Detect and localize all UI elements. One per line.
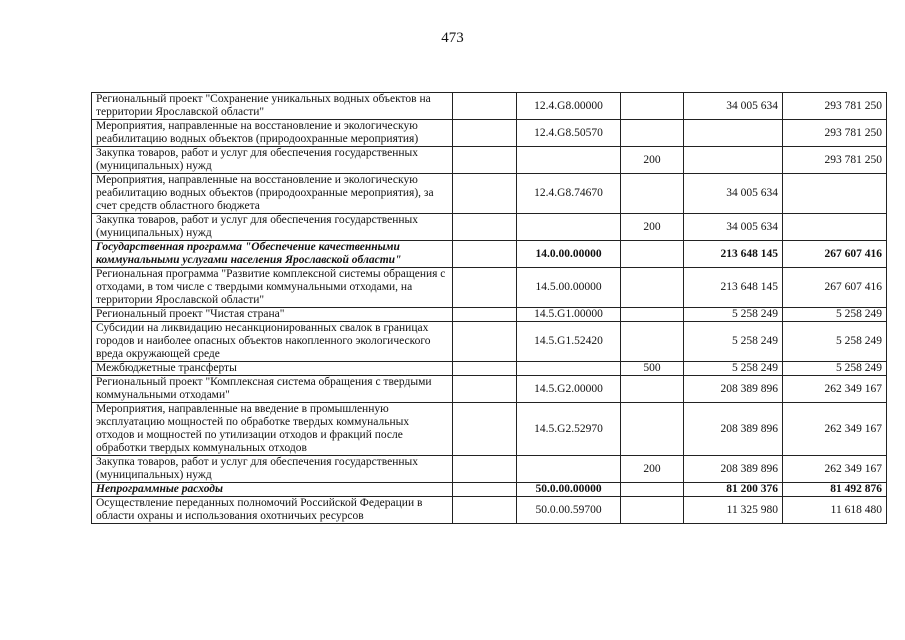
row-code-cell: 14.5.00.00000 (517, 268, 621, 308)
row-code-cell: 12.4.G8.50570 (517, 120, 621, 147)
page-number: 473 (441, 30, 464, 46)
row-expense-type-cell (621, 322, 684, 362)
row-expense-type-cell (621, 403, 684, 456)
row-code-cell: 14.5.G2.00000 (517, 376, 621, 403)
row-code-cell (517, 147, 621, 174)
table-row (92, 322, 887, 362)
row-amount-1-cell: 5 258 249 (684, 322, 783, 362)
row-name-cell: Непрограммные расходы (92, 483, 453, 497)
row-expense-type-cell (621, 268, 684, 308)
row-empty-cell (453, 241, 517, 268)
row-amount-2-cell: 293 781 250 (783, 93, 887, 120)
budget-table (91, 92, 887, 524)
row-amount-2-cell: 267 607 416 (783, 268, 887, 308)
row-code-cell: 12.4.G8.74670 (517, 174, 621, 214)
row-expense-type-cell (621, 174, 684, 214)
row-empty-cell (453, 403, 517, 456)
row-empty-cell (453, 483, 517, 497)
row-amount-2-cell: 267 607 416 (783, 241, 887, 268)
row-code-cell: 14.5.G1.00000 (517, 308, 621, 322)
row-amount-2-cell: 262 349 167 (783, 376, 887, 403)
row-amount-2-cell (783, 174, 887, 214)
row-code-cell: 50.0.00.00000 (517, 483, 621, 497)
row-amount-2-cell: 262 349 167 (783, 456, 887, 483)
row-name-cell: Мероприятия, направленные на восстановление и экологическую реабилитацию водных объектов (природоохранные мероприятия), за счет средств областного бюджета (92, 174, 453, 214)
row-empty-cell (453, 362, 517, 376)
row-amount-2-cell: 81 492 876 (783, 483, 887, 497)
table-row (92, 93, 887, 120)
row-amount-1-cell: 208 389 896 (684, 456, 783, 483)
row-name-cell: Субсидии на ликвидацию несанкционированных свалок в границах городов и наиболее опасных объектов накопленного экологического вреда окружающей среде (92, 322, 453, 362)
row-code-cell: 14.5.G2.52970 (517, 403, 621, 456)
row-empty-cell (453, 174, 517, 214)
row-amount-1-cell: 5 258 249 (684, 362, 783, 376)
row-empty-cell (453, 308, 517, 322)
row-amount-2-cell: 293 781 250 (783, 120, 887, 147)
row-empty-cell (453, 214, 517, 241)
row-amount-1-cell: 34 005 634 (684, 93, 783, 120)
row-amount-1-cell: 208 389 896 (684, 403, 783, 456)
row-empty-cell (453, 120, 517, 147)
row-name-cell: Межбюджетные трансферты (92, 362, 453, 376)
row-amount-1-cell (684, 147, 783, 174)
row-amount-1-cell: 81 200 376 (684, 483, 783, 497)
row-code-cell: 14.5.G1.52420 (517, 322, 621, 362)
row-name-cell: Государственная программа "Обеспечение качественными коммунальными услугами населения Ярославской области" (92, 241, 453, 268)
row-expense-type-cell (621, 93, 684, 120)
row-expense-type-cell (621, 483, 684, 497)
table-row (92, 403, 887, 456)
row-name-cell: Региональный проект "Сохранение уникальных водных объектов на территории Ярославской области" (92, 93, 453, 120)
row-expense-type-cell: 200 (621, 147, 684, 174)
row-amount-2-cell (783, 214, 887, 241)
row-code-cell (517, 456, 621, 483)
row-empty-cell (453, 497, 517, 524)
row-amount-1-cell (684, 120, 783, 147)
row-name-cell: Региональный проект "Комплексная система обращения с твердыми коммунальными отходами" (92, 376, 453, 403)
table-row (92, 376, 887, 403)
table-row (92, 497, 887, 524)
row-expense-type-cell: 200 (621, 214, 684, 241)
row-code-cell: 50.0.00.59700 (517, 497, 621, 524)
row-empty-cell (453, 93, 517, 120)
row-amount-2-cell: 5 258 249 (783, 308, 887, 322)
row-empty-cell (453, 147, 517, 174)
row-amount-2-cell: 5 258 249 (783, 362, 887, 376)
table-row (92, 308, 887, 322)
table-row (92, 241, 887, 268)
table-row (92, 362, 887, 376)
row-expense-type-cell (621, 241, 684, 268)
row-expense-type-cell (621, 376, 684, 403)
row-empty-cell (453, 456, 517, 483)
table-row (92, 120, 887, 147)
row-amount-2-cell: 5 258 249 (783, 322, 887, 362)
row-amount-1-cell: 213 648 145 (684, 241, 783, 268)
table-row (92, 214, 887, 241)
table-row (92, 174, 887, 214)
row-code-cell (517, 362, 621, 376)
row-name-cell: Мероприятия, направленные на восстановление и экологическую реабилитацию водных объектов (природоохранные мероприятия) (92, 120, 453, 147)
row-amount-1-cell: 213 648 145 (684, 268, 783, 308)
table-row (92, 483, 887, 497)
row-name-cell: Закупка товаров, работ и услуг для обеспечения государственных (муниципальных) нужд (92, 214, 453, 241)
table-row (92, 147, 887, 174)
row-code-cell: 14.0.00.00000 (517, 241, 621, 268)
row-amount-1-cell: 34 005 634 (684, 214, 783, 241)
row-expense-type-cell (621, 120, 684, 147)
table-row (92, 456, 887, 483)
row-amount-1-cell: 11 325 980 (684, 497, 783, 524)
row-amount-2-cell: 293 781 250 (783, 147, 887, 174)
row-amount-2-cell: 11 618 480 (783, 497, 887, 524)
row-empty-cell (453, 322, 517, 362)
row-amount-1-cell: 5 258 249 (684, 308, 783, 322)
row-name-cell: Региональная программа "Развитие комплексной системы обращения с отходами, в том числе с твердыми коммунальными отходами, на территории Ярославской области" (92, 268, 453, 308)
row-name-cell: Закупка товаров, работ и услуг для обеспечения государственных (муниципальных) нужд (92, 456, 453, 483)
table-row (92, 268, 887, 308)
row-name-cell: Закупка товаров, работ и услуг для обеспечения государственных (муниципальных) нужд (92, 147, 453, 174)
row-expense-type-cell (621, 308, 684, 322)
row-amount-2-cell: 262 349 167 (783, 403, 887, 456)
row-expense-type-cell: 500 (621, 362, 684, 376)
row-expense-type-cell: 200 (621, 456, 684, 483)
row-code-cell (517, 214, 621, 241)
row-empty-cell (453, 268, 517, 308)
row-empty-cell (453, 376, 517, 403)
budget-table-body (92, 93, 887, 524)
row-name-cell: Региональный проект "Чистая страна" (92, 308, 453, 322)
row-expense-type-cell (621, 497, 684, 524)
row-amount-1-cell: 34 005 634 (684, 174, 783, 214)
row-name-cell: Мероприятия, направленные на введение в промышленную эксплуатацию мощностей по обработке твердых коммунальных отходов и мощностей по утилизации отходов и фракций после обработки твердых коммунальных отходов (92, 403, 453, 456)
row-amount-1-cell: 208 389 896 (684, 376, 783, 403)
row-code-cell: 12.4.G8.00000 (517, 93, 621, 120)
row-name-cell: Осуществление переданных полномочий Российской Федерации в области охраны и использования охотничьих ресурсов (92, 497, 453, 524)
